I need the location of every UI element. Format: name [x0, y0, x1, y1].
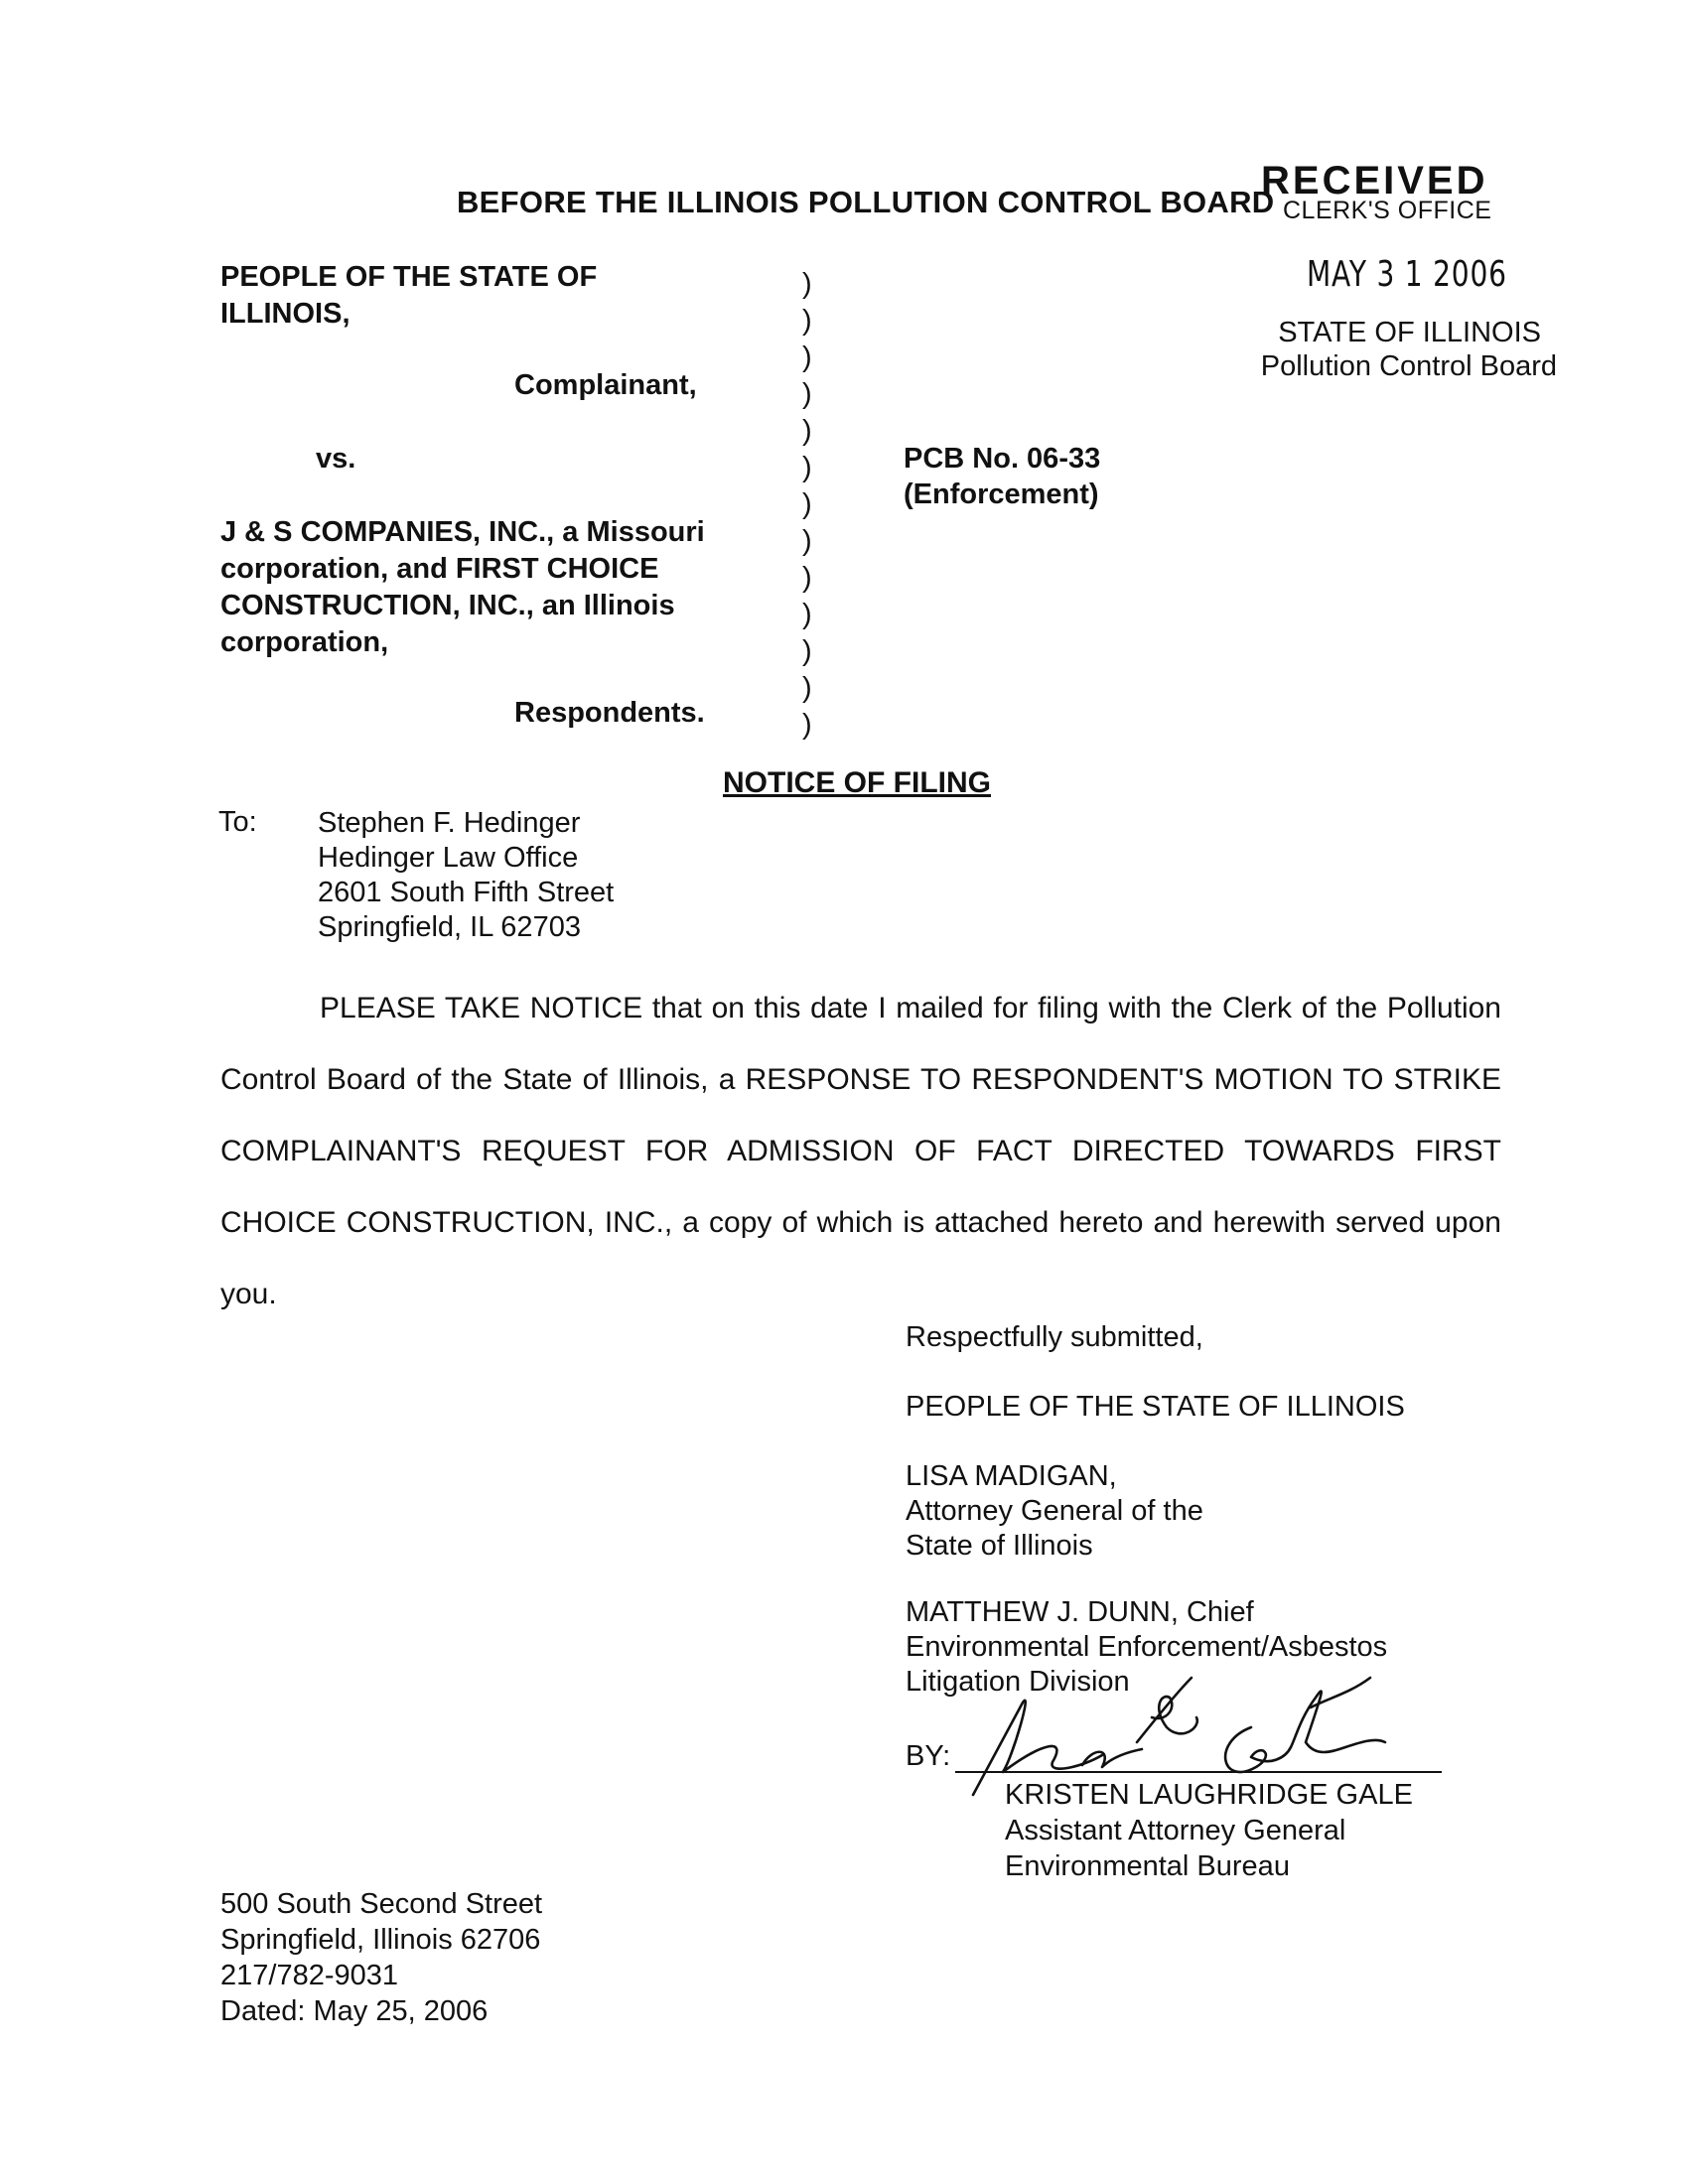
case-type: (Enforcement)	[904, 478, 1099, 510]
case-number: PCB No. 06-33	[904, 443, 1101, 475]
notice-body-text: PLEASE TAKE NOTICE that on this date I mailed for filing with the Clerk of the Pollution Control Board of the State of Illinois, a RESPONSE TO RESPONDENT'S MOTION TO STRIKE COMPLAINANT'S REQUEST FOR ADMISSION OF FACT DIRECTED TOWARDS FIRST CHOICE CONSTRUCTION, INC., a copy of which is attached hereto and herewith served upon you.	[220, 992, 1501, 1310]
notice-title: NOTICE OF FILING	[723, 766, 991, 799]
respondent-role: Respondents.	[514, 697, 705, 729]
stamp-office: CLERK'S OFFICE	[1283, 197, 1492, 224]
office-address-block: 500 South Second Street Springfield, Illinois 62706 217/782-9031 Dated: May 25, 2006	[220, 1888, 543, 2027]
notice-body	[220, 973, 1501, 1330]
party-name: PEOPLE OF THE STATE OF ILLINOIS	[906, 1391, 1405, 1423]
handwritten-signature	[953, 1648, 1390, 1797]
caption-parenthesis-column: ) ) ) ) ) ) ) ) ) ) ) ) )	[802, 268, 812, 741]
stamp-date: MAY 3 1 2006	[1307, 254, 1507, 295]
received-stamp: RECEIVED	[1261, 159, 1488, 203]
by-label: BY:	[906, 1740, 951, 1772]
stamp-board: Pollution Control Board	[1260, 350, 1557, 382]
addressee-block: Stephen F. Hedinger Hedinger Law Office 2601 South Fifth Street Springfield, IL 62703	[318, 807, 615, 943]
attorney-general-block: LISA MADIGAN, Attorney General of the State of Illinois	[906, 1460, 1203, 1562]
versus-label: vs.	[316, 443, 356, 475]
stamp-state: STATE OF ILLINOIS	[1278, 317, 1541, 348]
respondent-names: J & S COMPANIES, INC., a Missouri corporation, and FIRST CHOICE CONSTRUCTION, INC., an Illinois corporation,	[220, 516, 705, 658]
document-title: BEFORE THE ILLINOIS POLLUTION CONTROL BOARD	[457, 185, 1275, 219]
closing: Respectfully submitted,	[906, 1321, 1203, 1353]
to-label: To:	[218, 806, 257, 838]
division-chief-block: MATTHEW J. DUNN, Chief Environmental Enforcement/Asbestos Litigation Division	[906, 1596, 1388, 1698]
complainant-name: PEOPLE OF THE STATE OF ILLINOIS,	[220, 261, 598, 330]
signer-block: KRISTEN LAUGHRIDGE GALE Assistant Attorney General Environmental Bureau	[1005, 1779, 1413, 1882]
complainant-role: Complainant,	[514, 369, 697, 401]
